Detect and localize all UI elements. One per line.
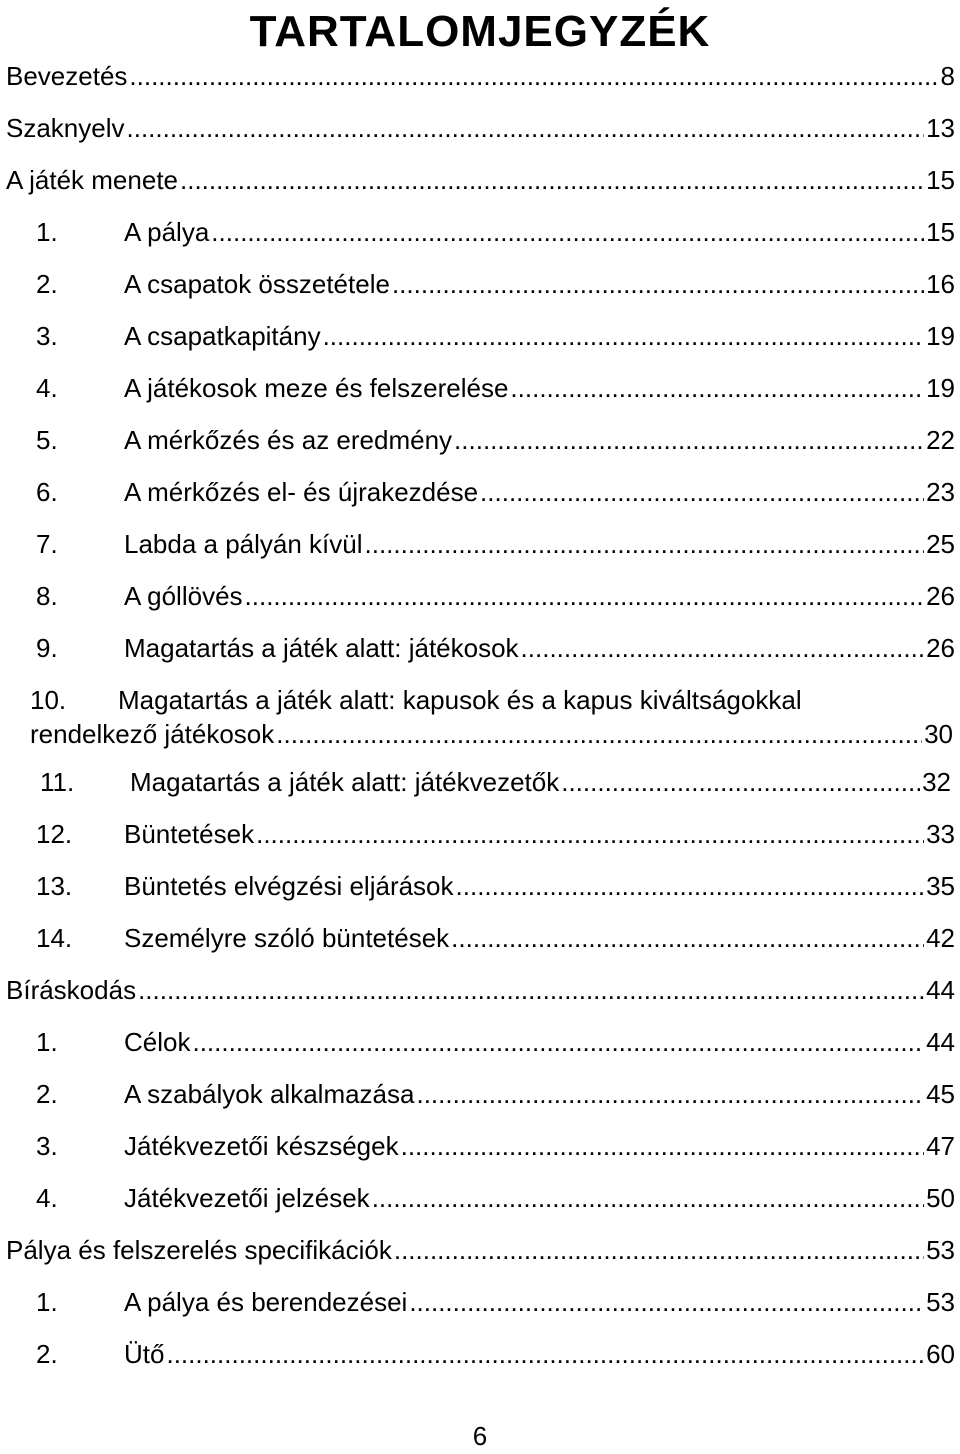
- toc-entry[interactable]: [0, 680, 960, 764]
- toc-entry-page: 60: [926, 1339, 955, 1369]
- dot-leader: [480, 472, 924, 512]
- toc-entry-label: Játékvezetői jelzések: [124, 1183, 370, 1213]
- toc-entry-number: 5.: [36, 425, 58, 455]
- dot-leader: [166, 1334, 924, 1374]
- toc-entry-label: A pálya: [124, 217, 210, 247]
- toc-entry-label: A játék menete: [6, 165, 178, 195]
- toc-entry-label: A csapatkapitány: [124, 321, 321, 351]
- toc-entry-page: 33: [926, 819, 955, 849]
- toc-entry-number: 1.: [36, 1287, 58, 1317]
- toc-entry-label: A szabályok alkalmazása: [124, 1079, 415, 1109]
- toc-entry[interactable]: [0, 1230, 960, 1270]
- toc-entry[interactable]: [0, 918, 960, 958]
- dot-leader: [451, 918, 924, 958]
- toc-entry[interactable]: [0, 316, 960, 356]
- dot-leader: [510, 368, 924, 408]
- toc-entry-page: 8: [940, 61, 955, 91]
- dot-leader: [454, 420, 924, 460]
- toc-entry-label: A pálya és berendezései: [124, 1287, 408, 1317]
- toc-entry-number: 10.: [30, 685, 67, 715]
- dot-leader: [245, 576, 925, 616]
- toc-entry-number: 6.: [36, 477, 58, 507]
- toc-entry-page: 13: [926, 113, 955, 143]
- toc-entry-label: A játékosok meze és felszerelése: [124, 373, 509, 403]
- toc-entry[interactable]: [0, 866, 960, 906]
- dot-leader: [521, 628, 925, 668]
- toc-entry-page: 50: [926, 1183, 955, 1213]
- dot-leader: [129, 56, 938, 96]
- toc-entry-number: 1.: [36, 217, 58, 247]
- toc-entry-label: A mérkőzés el- és újrakezdése: [124, 477, 479, 507]
- toc-entry-number: 4.: [36, 373, 58, 403]
- toc-entry-page: 30: [924, 719, 953, 749]
- dot-leader: [401, 1126, 924, 1166]
- toc-entry[interactable]: [0, 1334, 960, 1374]
- toc-entry[interactable]: [0, 814, 960, 854]
- toc-entry-number: 2.: [36, 1079, 58, 1109]
- dot-leader: [276, 714, 922, 754]
- toc-entry-label: Magatartás a játék alatt: kapusok és a kapus kiváltságokkal: [118, 685, 802, 715]
- page-title: TARTALOMJEGYZÉK: [249, 7, 711, 56]
- toc-entry-page: 47: [926, 1131, 955, 1161]
- toc-entry-page: 26: [926, 581, 955, 611]
- toc-entry-number: 12.: [36, 819, 73, 849]
- toc-entry-label: Bíráskodás: [6, 975, 137, 1005]
- dot-leader: [394, 1230, 924, 1270]
- dot-leader: [323, 316, 925, 356]
- toc-entry-label: Magatartás a játék alatt: játékvezetők: [130, 767, 560, 797]
- toc-entry-label: Bevezetés: [6, 61, 128, 91]
- toc-entry-number: 4.: [36, 1183, 58, 1213]
- toc-entry[interactable]: [0, 524, 960, 564]
- toc-entry-label: Pálya és felszerelés specifikációk: [6, 1235, 392, 1265]
- toc-entry[interactable]: [0, 368, 960, 408]
- dot-leader: [256, 814, 924, 854]
- toc-entry-label: Büntetések: [124, 819, 255, 849]
- toc-entry-label: Ütő: [124, 1339, 165, 1369]
- toc-entry-page: 35: [926, 871, 955, 901]
- page-number: 6: [472, 1421, 488, 1451]
- toc-entry[interactable]: [0, 576, 960, 616]
- dot-leader: [392, 264, 924, 304]
- dot-leader: [561, 762, 920, 802]
- toc-entry-page: 44: [926, 1027, 955, 1057]
- toc-entry-page: 15: [926, 165, 955, 195]
- toc-entry[interactable]: [0, 420, 960, 460]
- toc-entry-page: 45: [926, 1079, 955, 1109]
- toc-entry-number: 11.: [40, 767, 75, 797]
- toc-entry-number: 14.: [36, 923, 73, 953]
- dot-leader: [127, 108, 925, 148]
- toc-entry-page: 16: [926, 269, 955, 299]
- toc-entry[interactable]: [0, 970, 960, 1010]
- toc-entry-page: 15: [926, 217, 955, 247]
- toc-entry-label: Büntetés elvégzési eljárások: [124, 871, 454, 901]
- toc-entry-label-continued: rendelkező játékosok: [30, 719, 275, 749]
- dot-leader: [180, 160, 924, 200]
- toc-entry-number: 8.: [36, 581, 58, 611]
- toc-entry-number: 2.: [36, 1339, 58, 1369]
- dot-leader: [416, 1074, 924, 1114]
- toc-entry-page: 53: [926, 1235, 955, 1265]
- toc-entry-number: 1.: [36, 1027, 58, 1057]
- dot-leader: [192, 1022, 924, 1062]
- dot-leader: [372, 1178, 924, 1218]
- toc-entry[interactable]: [0, 108, 960, 148]
- toc-entry-page: 44: [926, 975, 955, 1005]
- toc-entry-label: Célok: [124, 1027, 191, 1057]
- toc-entry-label: Személyre szóló büntetések: [124, 923, 450, 953]
- toc-entry[interactable]: [0, 56, 960, 96]
- toc-entry-number: 3.: [36, 1131, 58, 1161]
- toc-entry[interactable]: [0, 1282, 960, 1322]
- toc-entry[interactable]: [0, 264, 960, 304]
- toc-entry-number: 9.: [36, 633, 58, 663]
- toc-entry-number: 3.: [36, 321, 58, 351]
- toc-entry-page: 22: [926, 425, 955, 455]
- toc-entry-page: 53: [926, 1287, 955, 1317]
- toc-entry-number: 2.: [36, 269, 58, 299]
- toc-entry[interactable]: [0, 628, 960, 668]
- toc-entry[interactable]: [0, 762, 960, 802]
- toc-entry-number: 13.: [36, 871, 73, 901]
- toc-entry[interactable]: [0, 160, 960, 200]
- dot-leader: [211, 212, 924, 252]
- toc-entry-page: 23: [926, 477, 955, 507]
- toc-entry-page: 42: [926, 923, 955, 953]
- toc-entry-page: 32: [922, 767, 951, 797]
- toc-entry[interactable]: [0, 1074, 960, 1114]
- toc-entry[interactable]: [0, 1022, 960, 1062]
- toc-entry-page: 26: [926, 633, 955, 663]
- toc-entry-page: 19: [926, 321, 955, 351]
- toc-entry[interactable]: [0, 1178, 960, 1218]
- toc-entry[interactable]: [0, 472, 960, 512]
- toc-entry-label: Szaknyelv: [6, 113, 125, 143]
- toc-entry[interactable]: [0, 212, 960, 252]
- toc-entry-label: A csapatok összetétele: [124, 269, 390, 299]
- toc-entry-page: 19: [926, 373, 955, 403]
- toc-entry-page: 25: [926, 529, 955, 559]
- dot-leader: [409, 1282, 924, 1322]
- dot-leader: [456, 866, 925, 906]
- toc-entry[interactable]: [0, 1126, 960, 1166]
- toc-entry-label: A mérkőzés és az eredmény: [124, 425, 453, 455]
- toc-entry-label: A góllövés: [124, 581, 243, 611]
- toc-entry-label: Labda a pályán kívül: [124, 529, 363, 559]
- dot-leader: [365, 524, 925, 564]
- toc-entry-label: Magatartás a játék alatt: játékosok: [124, 633, 519, 663]
- dot-leader: [138, 970, 924, 1010]
- toc-entry-label: Játékvezetői készségek: [124, 1131, 399, 1161]
- toc-entry-number: 7.: [36, 529, 58, 559]
